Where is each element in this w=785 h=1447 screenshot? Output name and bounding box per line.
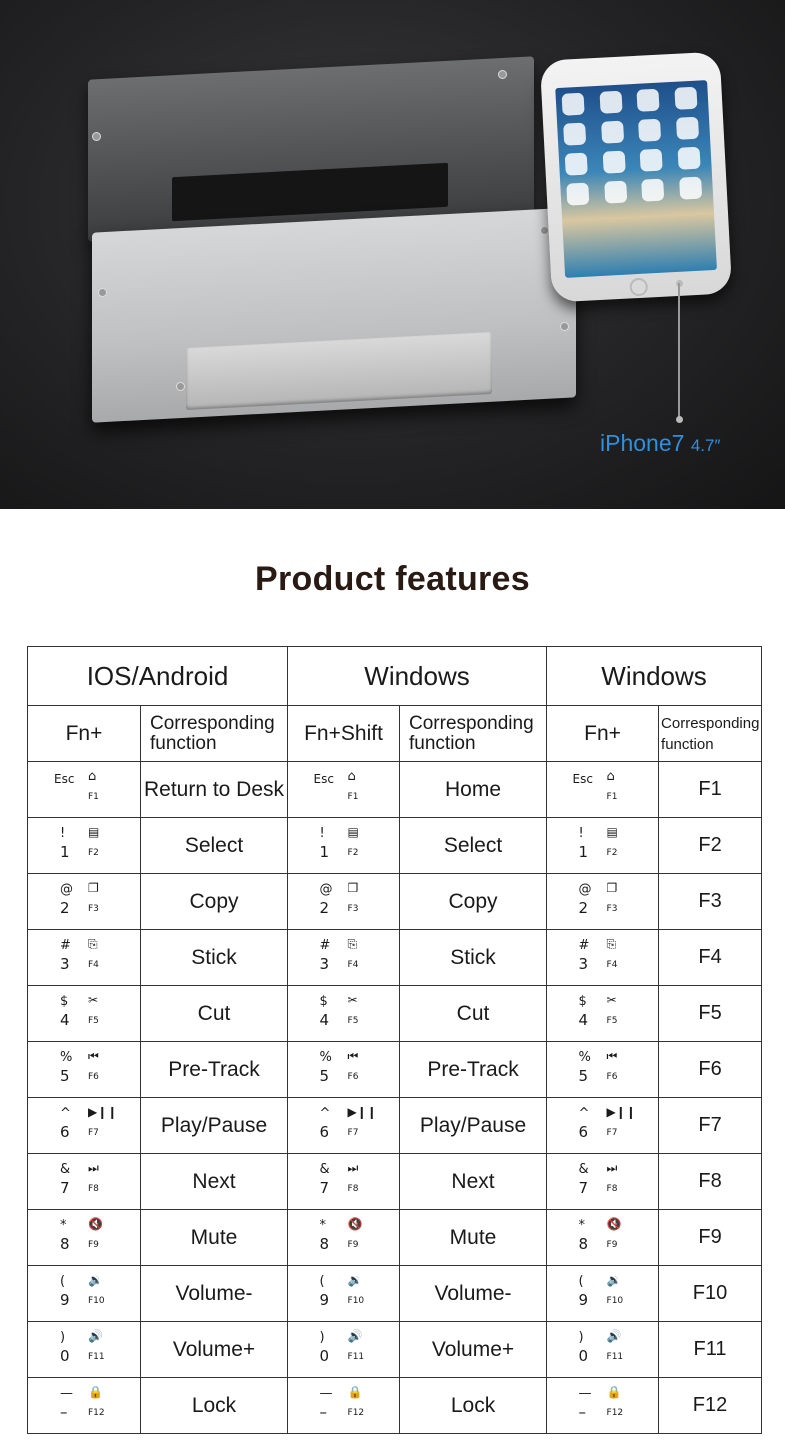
key-glyph	[314, 824, 374, 868]
key-number: 8	[319, 1234, 330, 1253]
key-number: 3	[578, 954, 589, 973]
key-symbol: )	[319, 1329, 325, 1345]
key-glyph	[573, 1272, 633, 1316]
key-symbol: @	[60, 881, 73, 897]
key-cell	[28, 762, 141, 818]
key-fn-label: F10	[88, 1295, 105, 1306]
lock-icon: 🔒	[88, 1384, 103, 1399]
function-cell: Volume-	[400, 1266, 547, 1322]
key-glyph	[54, 768, 114, 812]
group-header-row	[28, 647, 762, 706]
key-glyph	[573, 992, 633, 1036]
key-cell	[28, 818, 141, 874]
function-cell: Cut	[141, 986, 288, 1042]
key-number: 4	[60, 1010, 70, 1029]
function-cell: Lock	[400, 1378, 547, 1434]
key-cell	[28, 1042, 141, 1098]
key-number: 3	[60, 954, 70, 973]
key-glyph	[573, 880, 633, 924]
function-cell: Play/Pause	[400, 1098, 547, 1154]
key-cell	[288, 1042, 400, 1098]
paste-icon: ⎘	[606, 936, 617, 951]
function-cell: Pre-Track	[400, 1042, 547, 1098]
function-cell: F3	[659, 874, 762, 930]
screw	[176, 382, 185, 391]
key-combo-header: Fn+	[547, 706, 659, 762]
group-header: IOS/Android	[28, 647, 288, 706]
screw	[498, 70, 507, 79]
function-cell: Volume+	[141, 1322, 288, 1378]
phone-callout-label	[600, 430, 720, 457]
key-glyph	[573, 1160, 633, 1204]
key-fn-label: F9	[347, 1239, 359, 1250]
key-fn-label: F4	[606, 959, 618, 970]
function-header: Corresponding function	[400, 706, 547, 762]
key-glyph	[573, 1328, 633, 1372]
key-glyph	[314, 992, 374, 1036]
function-cell: F7	[659, 1098, 762, 1154]
table-row	[28, 1042, 762, 1098]
key-symbol: #	[578, 937, 590, 953]
key-fn-label: F11	[88, 1351, 105, 1362]
home-button	[629, 278, 648, 297]
screw	[98, 288, 107, 297]
key-symbol: ^	[578, 1105, 590, 1121]
key-number: 2	[319, 898, 330, 917]
function-cell: F10	[659, 1266, 762, 1322]
key-glyph	[314, 936, 374, 980]
play-pause-icon: ▶❙❙	[347, 1104, 377, 1119]
key-fn-label: F12	[347, 1407, 365, 1418]
key-cell	[288, 1322, 400, 1378]
key-cell	[28, 1378, 141, 1434]
key-number: 7	[319, 1178, 330, 1197]
key-combo-header: Fn+	[28, 706, 141, 762]
table-row	[28, 1098, 762, 1154]
copy-icon: ❐	[347, 880, 359, 895]
key-number: 4	[578, 1010, 589, 1029]
home-icon: ⌂	[606, 768, 615, 784]
key-symbol: —	[578, 1385, 592, 1401]
key-glyph	[54, 1328, 114, 1372]
key-number: 8	[578, 1234, 589, 1253]
key-cell	[547, 1322, 659, 1378]
phone-screen	[555, 80, 717, 278]
table-row	[28, 1266, 762, 1322]
scissors-icon: ✂	[88, 992, 99, 1007]
scissors-icon: ✂	[606, 992, 617, 1007]
key-symbol: )	[60, 1329, 66, 1345]
key-cell	[547, 1210, 659, 1266]
key-cell	[547, 986, 659, 1042]
next-track-icon: ⏭	[606, 1160, 618, 1175]
key-glyph	[573, 1104, 636, 1148]
mute-icon: 🔇	[347, 1216, 363, 1231]
key-glyph	[314, 1328, 374, 1372]
function-cell: Select	[141, 818, 288, 874]
key-symbol: Esc	[572, 771, 593, 786]
key-symbol: @	[319, 881, 333, 897]
key-number: 2	[60, 898, 70, 917]
key-symbol: %	[60, 1049, 73, 1065]
key-cell	[547, 762, 659, 818]
key-glyph	[54, 880, 114, 924]
key-fn-label: F9	[88, 1239, 99, 1250]
key-fn-label: F2	[347, 847, 359, 858]
key-symbol: ^	[319, 1105, 331, 1121]
key-glyph	[54, 1384, 114, 1428]
key-glyph	[54, 992, 114, 1036]
mute-icon: 🔇	[88, 1216, 103, 1231]
key-symbol: !	[60, 825, 66, 841]
key-cell	[288, 1378, 400, 1434]
phone-model: iPhone7	[600, 430, 685, 456]
key-cell	[547, 1098, 659, 1154]
key-glyph	[573, 1216, 633, 1260]
key-symbol: #	[319, 937, 331, 953]
key-number: 0	[60, 1346, 70, 1365]
copy-icon: ❐	[88, 880, 99, 895]
table-row	[28, 818, 762, 874]
previous-track-icon: ⏮	[347, 1048, 359, 1063]
key-fn-label: F10	[347, 1295, 365, 1306]
key-number: –	[578, 1402, 587, 1421]
key-fn-label: F8	[606, 1183, 618, 1194]
group-header: Windows	[288, 647, 547, 706]
home-icon: ⌂	[88, 768, 97, 784]
key-symbol: ^	[60, 1105, 71, 1121]
key-fn-label: F8	[347, 1183, 359, 1194]
key-cell	[28, 1154, 141, 1210]
key-number: 5	[319, 1066, 330, 1085]
key-fn-label: F12	[606, 1407, 624, 1418]
key-cell	[28, 1210, 141, 1266]
iphone	[540, 51, 732, 302]
function-cell: Play/Pause	[141, 1098, 288, 1154]
key-symbol: &	[60, 1161, 71, 1177]
key-number: 8	[60, 1234, 70, 1253]
key-symbol: *	[319, 1217, 327, 1233]
table-row	[28, 930, 762, 986]
key-number: –	[319, 1402, 328, 1421]
function-cell: F1	[659, 762, 762, 818]
key-number: 6	[319, 1122, 330, 1141]
key-cell	[547, 874, 659, 930]
key-cell	[288, 1266, 400, 1322]
function-cell: Stick	[400, 930, 547, 986]
function-cell: Cut	[400, 986, 547, 1042]
key-fn-label: F1	[606, 791, 618, 802]
key-cell	[28, 1322, 141, 1378]
section-title: Product features	[255, 560, 530, 598]
key-cell	[288, 930, 400, 986]
key-symbol: Esc	[54, 771, 75, 786]
copy-icon: ❐	[606, 880, 618, 895]
key-fn-label: F5	[88, 1015, 99, 1026]
key-fn-label: F6	[347, 1071, 359, 1082]
key-glyph	[54, 1272, 114, 1316]
key-cell	[28, 874, 141, 930]
key-number: 1	[578, 842, 589, 861]
function-cell: F12	[659, 1378, 762, 1434]
key-number: 4	[319, 1010, 330, 1029]
key-cell	[28, 986, 141, 1042]
function-cell: F11	[659, 1322, 762, 1378]
table-row	[28, 986, 762, 1042]
key-number: 1	[319, 842, 330, 861]
key-number: 3	[319, 954, 330, 973]
key-fn-label: F7	[88, 1127, 99, 1138]
key-glyph	[54, 936, 114, 980]
key-cell	[547, 1154, 659, 1210]
home-icon: ⌂	[347, 768, 356, 784]
key-number: 5	[578, 1066, 589, 1085]
key-fn-label: F3	[606, 903, 618, 914]
key-glyph	[573, 1384, 633, 1428]
table-row	[28, 762, 762, 818]
key-cell	[288, 1098, 400, 1154]
function-cell: Return to Desk	[141, 762, 288, 818]
key-cell	[28, 1266, 141, 1322]
table-row	[28, 1154, 762, 1210]
play-pause-icon: ▶❙❙	[88, 1104, 118, 1119]
key-glyph	[573, 768, 633, 812]
function-cell: Copy	[141, 874, 288, 930]
lock-icon: 🔒	[347, 1384, 363, 1399]
key-number: 9	[60, 1290, 70, 1309]
key-fn-label: F3	[347, 903, 359, 914]
volume-up-icon: 🔊	[88, 1328, 103, 1343]
table-row	[28, 1378, 762, 1434]
key-glyph	[314, 1048, 374, 1092]
function-header: Corresponding function	[141, 706, 288, 762]
key-glyph	[314, 1384, 374, 1428]
key-symbol: )	[578, 1329, 584, 1345]
function-cell: F8	[659, 1154, 762, 1210]
key-symbol: $	[60, 993, 69, 1009]
key-fn-label: F10	[606, 1295, 624, 1306]
lock-icon: 🔒	[606, 1384, 622, 1399]
key-fn-label: F4	[88, 959, 99, 970]
function-cell: F2	[659, 818, 762, 874]
screw	[560, 322, 569, 331]
callout-dot	[676, 416, 683, 423]
previous-track-icon: ⏮	[88, 1048, 99, 1063]
key-cell	[288, 986, 400, 1042]
key-glyph	[573, 1048, 633, 1092]
key-glyph	[314, 1104, 377, 1148]
key-cell	[547, 1378, 659, 1434]
sub-header-row	[28, 706, 762, 762]
key-cell	[28, 930, 141, 986]
screw	[92, 132, 101, 141]
volume-down-icon: 🔉	[88, 1272, 103, 1287]
key-number: 9	[578, 1290, 589, 1309]
key-number: 1	[60, 842, 70, 861]
key-fn-label: F11	[606, 1351, 624, 1362]
next-track-icon: ⏭	[347, 1160, 359, 1175]
key-fn-label: F7	[347, 1127, 359, 1138]
key-fn-label: F6	[88, 1071, 99, 1082]
mute-icon: 🔇	[606, 1216, 622, 1231]
key-glyph	[54, 1160, 114, 1204]
key-symbol: $	[578, 993, 587, 1009]
key-number: 2	[578, 898, 589, 917]
key-symbol: $	[319, 993, 328, 1009]
key-symbol: Esc	[313, 771, 334, 786]
volume-down-icon: 🔉	[347, 1272, 363, 1287]
key-glyph	[314, 880, 374, 924]
table-row	[28, 874, 762, 930]
next-track-icon: ⏭	[88, 1160, 99, 1175]
key-symbol: #	[60, 937, 71, 953]
function-cell: Copy	[400, 874, 547, 930]
key-fn-label: F12	[88, 1407, 105, 1418]
key-symbol: &	[578, 1161, 589, 1177]
key-symbol: !	[578, 825, 584, 841]
key-symbol: &	[319, 1161, 330, 1177]
key-cell	[547, 1042, 659, 1098]
key-symbol: *	[578, 1217, 586, 1233]
function-cell: Mute	[141, 1210, 288, 1266]
key-fn-label: F1	[347, 791, 359, 802]
key-cell	[288, 1210, 400, 1266]
select-all-icon: ▤	[606, 824, 618, 839]
key-cell	[288, 1154, 400, 1210]
function-cell: Lock	[141, 1378, 288, 1434]
function-cell: Stick	[141, 930, 288, 986]
key-glyph	[573, 824, 633, 868]
function-cell: Next	[400, 1154, 547, 1210]
key-glyph	[573, 936, 633, 980]
key-glyph	[314, 768, 374, 812]
key-number: 6	[60, 1122, 70, 1141]
key-symbol: %	[578, 1049, 591, 1065]
paste-icon: ⎘	[347, 936, 358, 951]
key-number: 7	[60, 1178, 70, 1197]
function-cell: F6	[659, 1042, 762, 1098]
select-all-icon: ▤	[88, 824, 100, 839]
key-number: 0	[319, 1346, 330, 1365]
key-cell	[547, 930, 659, 986]
key-number: 6	[578, 1122, 589, 1141]
key-symbol: @	[578, 881, 592, 897]
key-fn-label: F2	[88, 847, 99, 858]
function-cell: F9	[659, 1210, 762, 1266]
key-cell	[288, 818, 400, 874]
key-cell	[547, 1266, 659, 1322]
key-combo-header: Fn+Shift	[288, 706, 400, 762]
key-symbol: —	[60, 1385, 73, 1401]
function-cell: Mute	[400, 1210, 547, 1266]
key-fn-label: F9	[606, 1239, 618, 1250]
volume-up-icon: 🔊	[606, 1328, 622, 1343]
function-cell: Next	[141, 1154, 288, 1210]
key-symbol: (	[60, 1273, 66, 1289]
key-symbol: *	[60, 1217, 67, 1233]
key-number: 5	[60, 1066, 70, 1085]
function-cell: F4	[659, 930, 762, 986]
key-cell	[288, 762, 400, 818]
key-glyph	[54, 824, 114, 868]
function-cell: Volume-	[141, 1266, 288, 1322]
key-fn-label: F5	[347, 1015, 359, 1026]
key-symbol: !	[319, 825, 325, 841]
key-fn-label: F6	[606, 1071, 618, 1082]
key-number: 0	[578, 1346, 589, 1365]
function-cell: Home	[400, 762, 547, 818]
key-glyph	[54, 1048, 114, 1092]
key-number: 7	[578, 1178, 589, 1197]
table-row	[28, 1210, 762, 1266]
key-fn-label: F1	[88, 791, 99, 802]
key-fn-label: F11	[347, 1351, 365, 1362]
key-cell	[547, 818, 659, 874]
function-header: Corresponding function	[659, 706, 762, 762]
key-fn-label: F8	[88, 1183, 99, 1194]
features-table	[27, 646, 762, 1434]
key-cell	[28, 1098, 141, 1154]
key-symbol: —	[319, 1385, 333, 1401]
key-fn-label: F5	[606, 1015, 618, 1026]
paste-icon: ⎘	[88, 936, 98, 951]
select-all-icon: ▤	[347, 824, 359, 839]
table-row	[28, 1322, 762, 1378]
play-pause-icon: ▶❙❙	[606, 1104, 636, 1119]
key-glyph	[54, 1216, 114, 1260]
key-cell	[288, 874, 400, 930]
key-symbol: %	[319, 1049, 332, 1065]
group-header: Windows	[547, 647, 762, 706]
key-number: –	[60, 1402, 68, 1421]
phone-size: 4.7″	[690, 436, 721, 455]
function-cell: Pre-Track	[141, 1042, 288, 1098]
volume-down-icon: 🔉	[606, 1272, 622, 1287]
volume-up-icon: 🔊	[347, 1328, 363, 1343]
function-cell: Select	[400, 818, 547, 874]
key-symbol: (	[578, 1273, 584, 1289]
key-fn-label: F7	[606, 1127, 618, 1138]
key-symbol: (	[319, 1273, 325, 1289]
key-glyph	[314, 1160, 374, 1204]
callout-line	[678, 283, 680, 419]
function-cell: F5	[659, 986, 762, 1042]
key-glyph	[54, 1104, 118, 1148]
key-fn-label: F4	[347, 959, 359, 970]
key-number: 9	[319, 1290, 330, 1309]
product-photo	[0, 0, 785, 509]
key-glyph	[314, 1272, 374, 1316]
key-fn-label: F3	[88, 903, 99, 914]
function-cell: Volume+	[400, 1322, 547, 1378]
previous-track-icon: ⏮	[606, 1048, 618, 1063]
key-glyph	[314, 1216, 374, 1260]
key-fn-label: F2	[606, 847, 618, 858]
scissors-icon: ✂	[347, 992, 358, 1007]
